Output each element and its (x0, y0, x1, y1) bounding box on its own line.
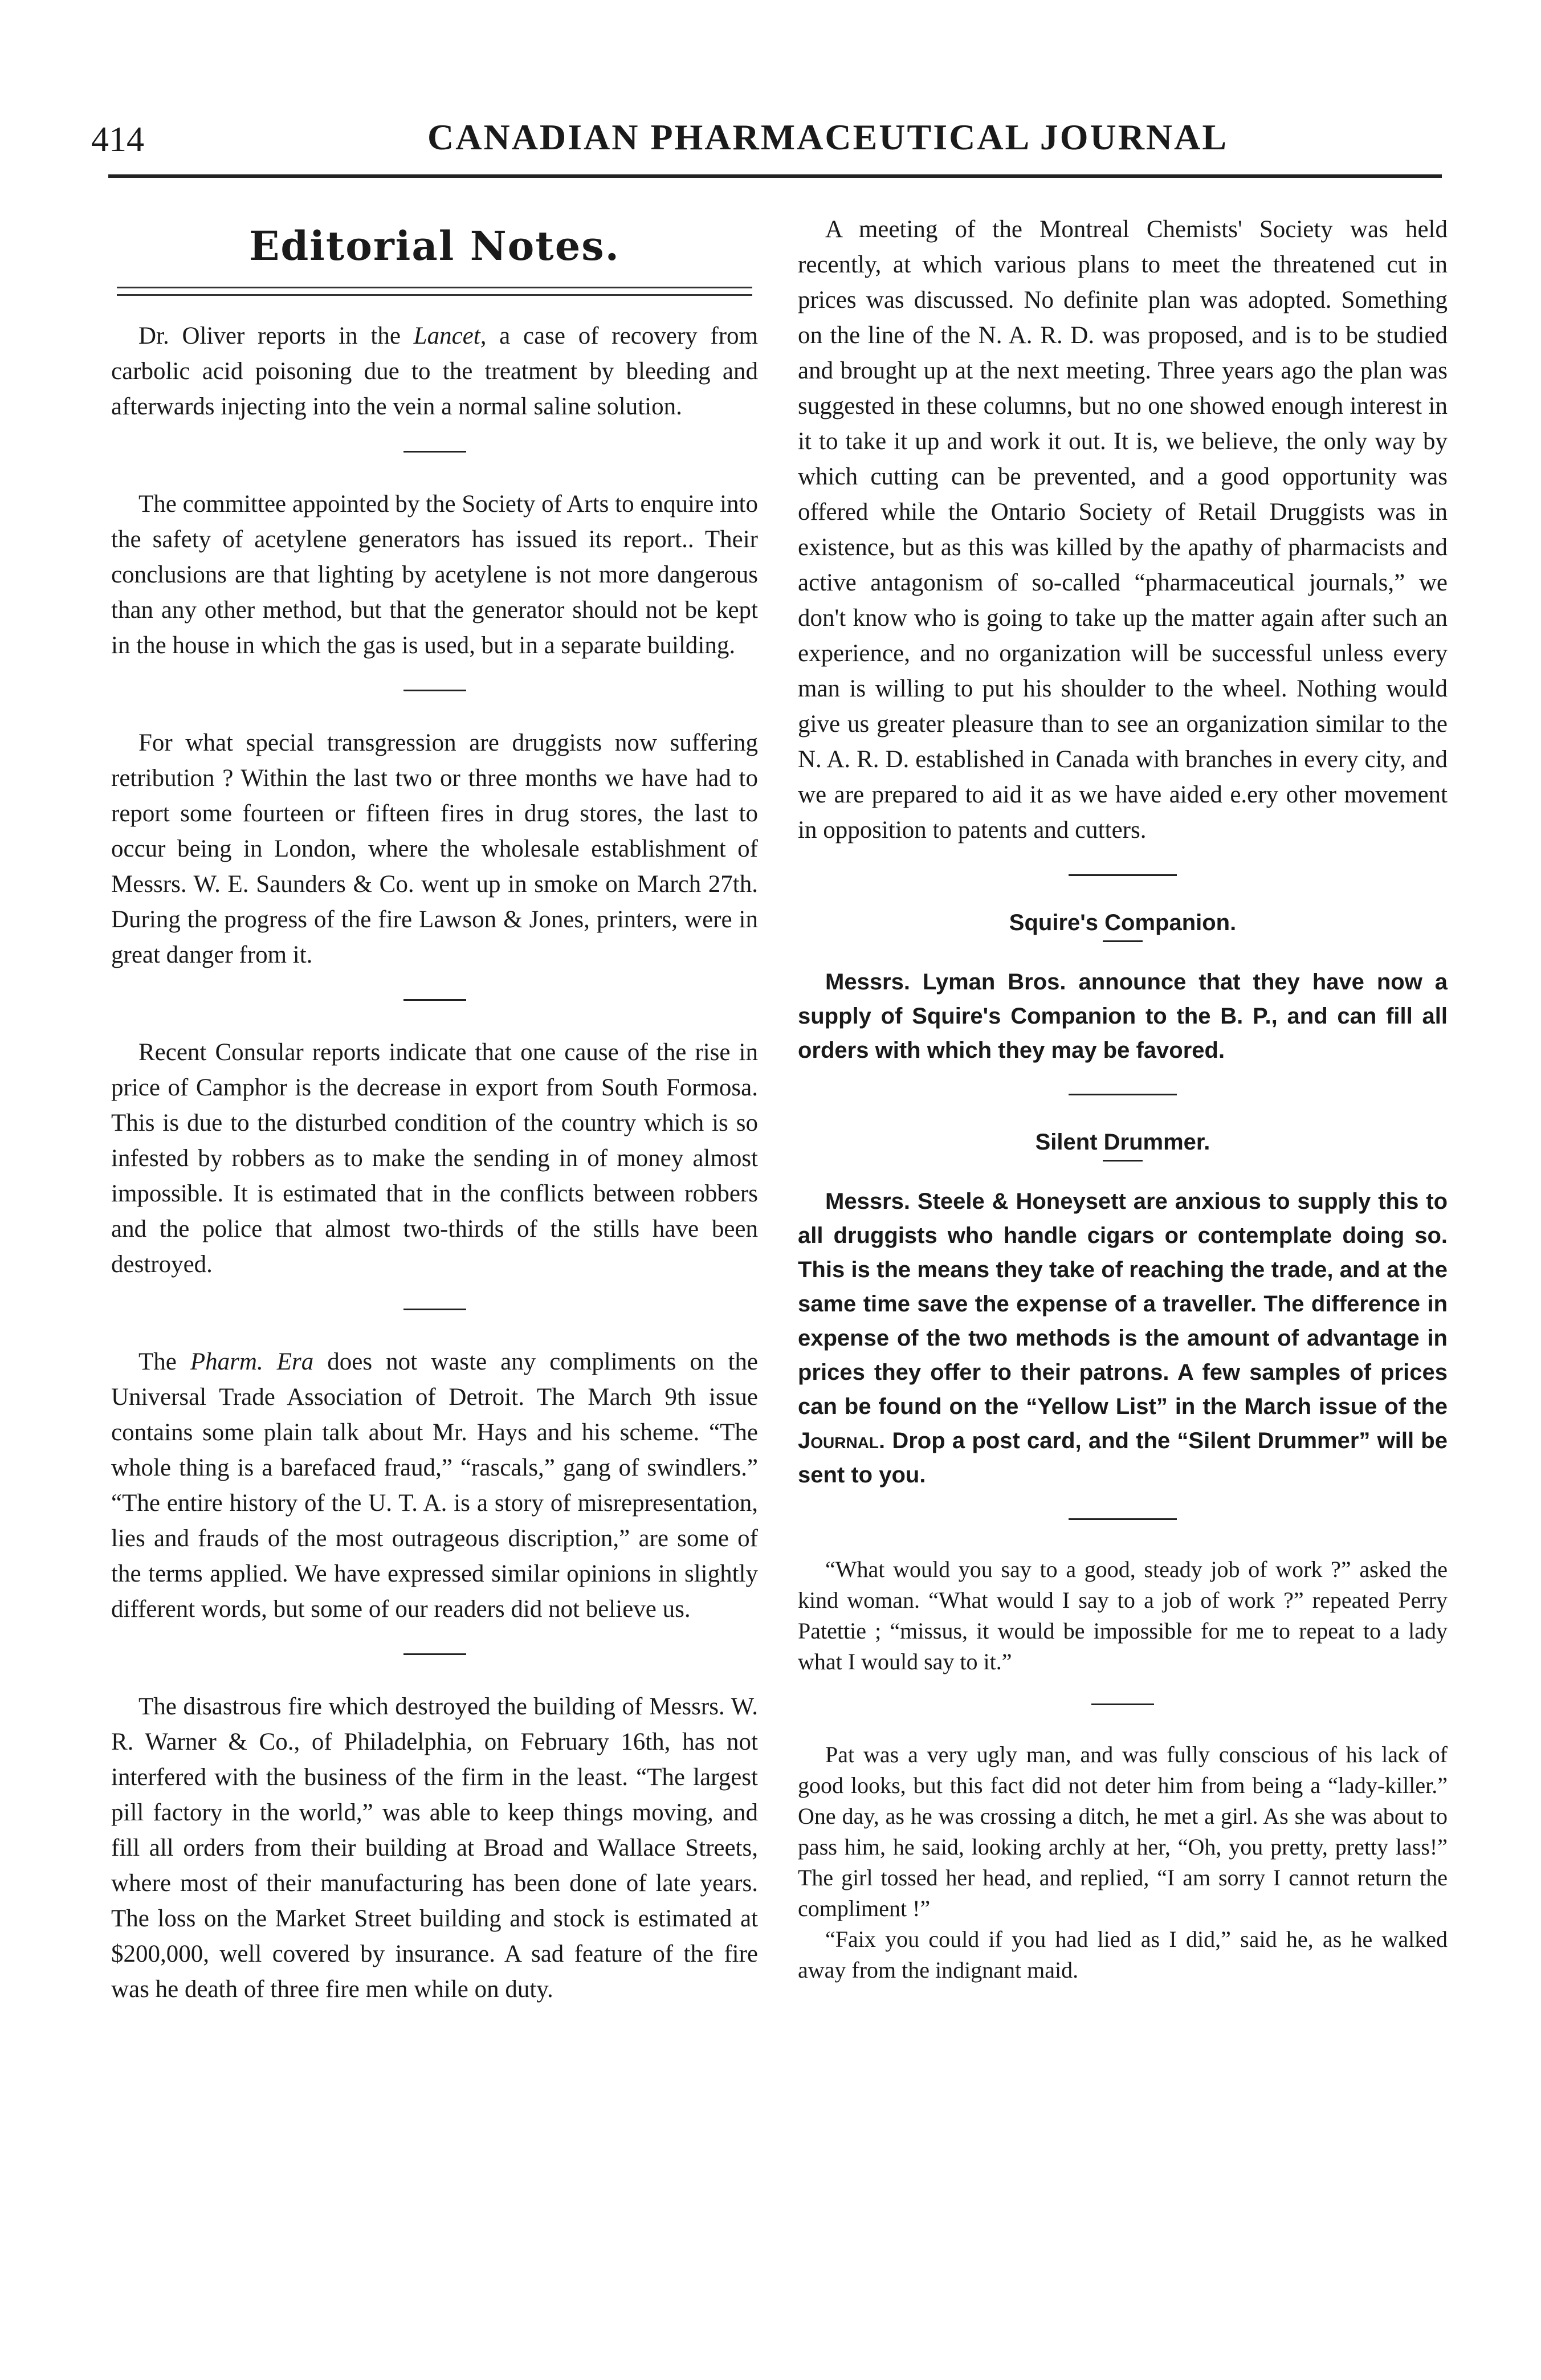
journal-title: CANADIAN PHARMACEUTICAL JOURNAL (427, 117, 1229, 157)
separator (1091, 1704, 1154, 1705)
squire-heading: Squire's Companion. (798, 910, 1448, 942)
note-montreal: A meeting of the Montreal Chemists' Society was held recently, at which various plans to meet the threatened cut in prices was discussed. No definite plan was adopted. Something on the line of the N. A. R. D. was proposed, and is to be studied and brought up at the next meeting. Three years ago the plan was suggested in these columns, but no one showed enough interest in it to take it up and work it out. It is, we believe, the only way by which cutting can be prevented, and a good opportunity was offered while the Ontario Society of Retail Druggists was in existence, but as this was killed by the apathy of pharmacists and active antagonism of so-called “pharmaceutical journals,” we don't know who is going to take up the matter again after such an experience, and no organization will be successful unless every man is willing to put his shoulder to the wheel. Nothing would give us greater pleasure than to see an organization similar to the N. A. R. D. established in Canada with branches in every city, and we are prepared to aid it as we have aided e.ery other movement in opposition to patents and cutters. (798, 216, 1448, 843)
separator (403, 1309, 466, 1310)
left-column (111, 211, 758, 2007)
joke-pat: Pat was a very ugly man, and was fully conscious of his lack of good looks, but this fact did not deter him from being a “lady-killer.” One day, as he was crossing a ditch, he met a girl. As she was about to pass him, he said, looking archly at her, “Oh, you pretty, pretty lass!” The girl tossed her head, and replied, “I am sorry I cannot return the compliment !” (798, 1742, 1448, 1921)
right-column (798, 211, 1448, 1986)
separator (403, 690, 466, 691)
squire-text: Messrs. Lyman Bros. announce that they have now a supply of Squire's Companion to the B. P., and can fill all orders with which they may be favored. (798, 969, 1448, 1063)
header-rule (108, 174, 1442, 178)
note-camphor: Recent Consular reports indicate that one cause of the rise in price of Camphor is the decrease in export from South Formosa. This is due to the disturbed condition of the country which is so infested by robbers as to make the sending in of money almost impossible. It is estimated that in the conflicts between robbers and the police that almost two-thirds of the stills have been destroyed. (111, 1039, 758, 1278)
separator (403, 1653, 466, 1655)
page-header (91, 108, 1459, 171)
drummer-heading: Silent Drummer. (798, 1130, 1448, 1162)
drummer-text: Messrs. Steele & Honeysett are anxious to supply this to all druggists who handle cigars or contemplate doing so. This is the means they take of reaching the trade, and at the same time save the expense of a traveller. The difference in expense of the two methods is the amount of advantage in prices they offer to their patrons. A few samples of prices can be found on the “Yellow List” in the March issue of the Journal. Drop a post card, and the “Silent Drummer” will be sent to you. (798, 1189, 1448, 1488)
joke-work: “What would you say to a good, steady job of work ?” asked the kind woman. “What would I say to a job of work ?” repeated Perry Patettie ; “missus, it would be impossible for me to repeat to a lady what I would say to it.” (798, 1556, 1448, 1674)
page-number: 414 (91, 120, 144, 159)
note-pharm-era: The Pharm. Era does not waste any compliments on the Universal Trade Association of Detroit. The March 9th issue contains some plain talk about Mr. Hays and his scheme. “The whole thing is a barefaced fraud,” “rascals,” gang of swindlers.” “The entire history of the U. T. A. is a story of misrepresentation, lies and frauds of the most outrageous discription,” are some of the terms applied. We have expressed similar opinions in slightly different words, but some of our readers did not believe us. (111, 1348, 758, 1623)
separator (403, 999, 466, 1001)
title-double-rule (117, 287, 752, 296)
separator (1069, 1518, 1177, 1520)
separator (1069, 874, 1177, 876)
note-fires: For what special transgression are druggists now suffering retribution ? Within the last two or three months we have had to report some fourteen or fifteen fires in drug stores, the last to occur being in London, where the wholesale establishment of Messrs. W. E. Saunders & Co. went up in smoke on March 27th. During the progress of the fire Lawson & Jones, printers, were in great danger from it. (111, 730, 758, 968)
separator (403, 451, 466, 453)
separator (1069, 1094, 1177, 1095)
note-warner-fire: The disastrous fire which destroyed the building of Messrs. W. R. Warner & Co., of Philadelphia, on February 16th, has not interfered with the business of the firm in the least. “The largest pill factory in the world,” was able to keep things moving, and fill all orders from their building at Broad and Wallace Streets, where most of their manufacturing has been done of late years. The loss on the Market Street building and stock is estimated at $200,000, well covered by insurance. A sad feature of the fire was he death of three fire men while on duty. (111, 1693, 758, 2003)
note-lancet: Dr. Oliver reports in the Lancet, a case of recovery from carbolic acid poisoning due to the treatment by bleeding and afterwards injecting into the vein a normal saline solution. (111, 323, 758, 420)
joke-pat-ending: “Faix you could if you had lied as I did,” said he, as he walked away from the indignant maid. (798, 1926, 1448, 1983)
editorial-title: Editorial Notes. (248, 222, 621, 270)
note-acetylene: The committee appointed by the Society of Arts to enquire into the safety of acetylene generators has issued its report.. Their conclusions are that lighting by acetylene is not more dangerous than any other method, but that the generator should not be kept in the house in which the gas is used, but in a separate building. (111, 491, 758, 659)
